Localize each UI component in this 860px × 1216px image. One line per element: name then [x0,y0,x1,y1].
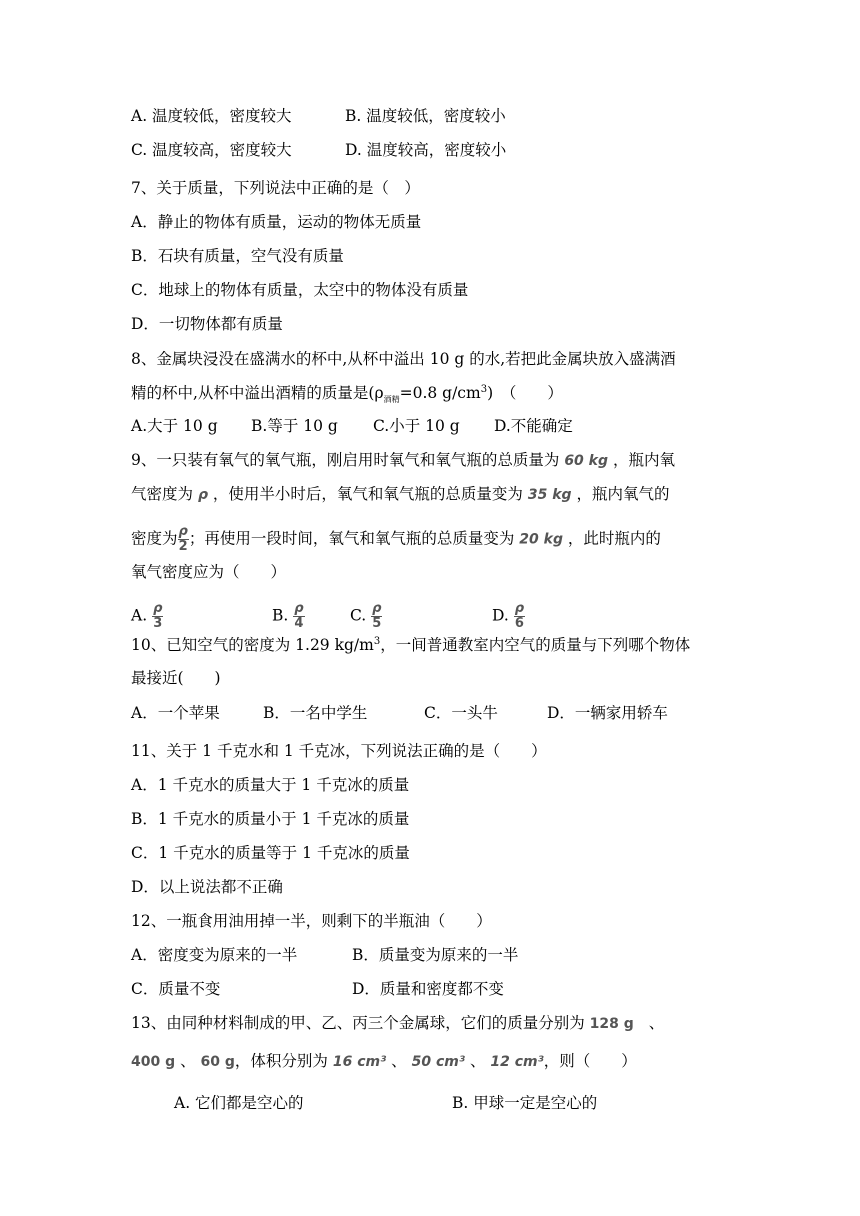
q8-rho-subscript: 酒精 [383,395,400,405]
q13-text-4: ，则（ ） [543,1052,637,1070]
q9-text-2: ，瓶内氧 [612,451,675,469]
q13-sep-3: 、 [469,1052,486,1070]
q9-option-a [131,602,163,631]
q12-stem: 12、一瓶食用油用掉一半，则剩下的半瓶油（ ） [131,912,492,930]
q10-option-d: D．一辆家用轿车 [547,704,668,722]
q13-mass-3: 60 g [200,1054,235,1070]
q10-text-1: 10、已知空气的密度为 1.29 kg/m [131,636,374,654]
q13-text-1: 13、由同种材料制成的甲、乙、丙三个金属球，它们的质量分别为 [131,1014,585,1032]
q9-option-b-fraction [293,602,304,631]
q9-option-a-fraction [152,602,163,631]
q8-option-d: D.不能确定 [494,417,573,435]
q9-mass-2: 35 kg [527,487,572,503]
q9-rho-symbol: ρ [197,487,208,503]
q9-text-8: ，此时瓶内的 [567,529,661,548]
q6-option-b-wrap [345,105,506,127]
q9-option-a-label: A. [131,606,148,625]
q13-sep-2: 、 [391,1052,407,1070]
q8-density-value: =0.8 g/cm [399,384,481,402]
q9-stem-line-3 [131,525,661,554]
q6-option-b: B. 温度较低，密度较小 [345,107,506,125]
q9-option-b [272,602,305,631]
q10-option-a: A．一个苹果 [131,704,220,722]
q9-fraction-denominator: 2 [178,539,188,554]
q7-option-a: A．静止的物体有质量，运动的物体无质量 [131,213,422,231]
q8-stem-line-2 [131,382,563,404]
q12-option-d: D．质量和密度都不变 [352,980,504,998]
q9-option-d-label: D. [492,606,509,625]
q9-fraction-numerator: ρ [178,524,188,539]
q13-text-3: ，体积分别为 [234,1052,328,1070]
q9-option-d [492,602,525,631]
q13-stem-line-1 [131,1012,664,1035]
q9-text-7: ；再使用一段时间，氧气和氧气瓶的总质量变为 [188,529,515,548]
q10-option-b: B．一名中学生 [263,704,368,722]
q9-stem-line-1 [131,449,675,472]
q10-stem-line-1 [131,634,690,656]
q9-text-9: 氧气密度应为（ ） [131,563,287,581]
q9-option-c-denominator: 5 [372,616,382,631]
q9-option-c [350,602,382,631]
q9-option-c-numerator: ρ [372,601,382,616]
q9-stem-line-2 [131,483,670,506]
q7-option-d: D．一切物体都有质量 [131,315,283,333]
q11-stem: 11、关于 1 千克水和 1 千克冰，下列说法正确的是（ ） [131,742,547,760]
q9-text-5: ，瓶内氧气的 [576,485,670,503]
q13-volume-2: 50 cm³ [411,1054,465,1070]
q9-stem-line-4 [131,561,286,583]
q9-option-d-denominator: 6 [514,616,524,631]
q9-text-3: 气密度为 [131,485,194,503]
q12-option-b: B．质量变为原来的一半 [352,946,519,964]
q10-text-2: ，一间普通教室内空气的质量与下列哪个物体 [380,636,691,654]
q9-mass-3: 20 kg [519,531,563,548]
q9-option-a-denominator: 3 [153,616,163,631]
q9-option-b-numerator: ρ [294,601,304,616]
q9-option-d-numerator: ρ [514,601,525,616]
q13-text-2: 、 [648,1014,665,1032]
q10-unit-exponent: 3 [373,635,381,647]
q6-option-c: C. 温度较高，密度较大 [131,141,292,159]
q8-option-c: C.小于 10 g [373,417,460,435]
q10-stem-line-2: 最接近( ) [131,669,221,687]
q8-bracket: ) （ ） [487,384,563,402]
q11-option-b: B．1 千克水的质量小于 1 千克冰的质量 [131,810,410,828]
q12-option-c: C．质量不变 [131,980,221,998]
q10-option-c: C．一头牛 [424,704,498,722]
q11-option-c: C．1 千克水的质量等于 1 千克冰的质量 [131,844,410,862]
q6-options-row-1 [131,105,292,127]
q9-text-4: ，使用半小时后，氧气和氧气瓶的总质量变为 [212,485,523,503]
q8-stem-text: 精的杯中,从杯中溢出酒精的质量是(ρ [131,384,384,402]
q11-option-a: A．1 千克水的质量大于 1 千克冰的质量 [131,776,410,794]
q13-volume-3: 12 cm³ [490,1054,544,1070]
q9-option-a-numerator: ρ [153,601,163,616]
q13-option-a: A. 它们都是空心的 [174,1094,304,1112]
q13-stem-line-2 [131,1050,637,1073]
q7-option-b: B．石块有质量，空气没有质量 [131,247,344,265]
q9-text-6: 密度为 [131,529,178,548]
q9-half-density-fraction [178,525,189,554]
q12-option-a: A．密度变为原来的一半 [131,946,298,964]
q13-option-b: B. 甲球一定是空心的 [452,1094,598,1112]
q9-option-c-label: C. [350,606,367,625]
q6-option-d: D. 温度较高，密度较小 [345,141,507,159]
q8-option-b: B.等于 10 g [251,417,338,435]
q13-mass-2: 400 g [131,1054,176,1070]
q11-option-d: D．以上说法都不正确 [131,878,283,896]
q9-option-b-denominator: 4 [294,616,304,631]
q8-stem-line-1: 8、金属块浸没在盛满水的杯中,从杯中溢出 10 g 的水,若把此金属块放入盛满酒 [131,350,676,368]
q7-option-c: C．地球上的物体有质量，太空中的物体没有质量 [131,281,469,299]
q13-sep-1: 、 [180,1052,196,1070]
q6-option-a: A. 温度较低，密度较大 [131,107,292,125]
q8-unit-exponent: 3 [480,383,488,395]
q13-volume-1: 16 cm³ [332,1054,387,1070]
q6-option-d-wrap [345,139,506,161]
q9-option-c-fraction [371,602,382,631]
q9-option-b-label: B. [272,606,289,625]
q13-mass-1: 128 g [589,1016,634,1032]
q9-text-1: 9、一只装有氧气的氧气瓶，刚启用时氧气和氧气瓶的总质量为 [131,451,560,469]
q9-option-d-fraction [514,602,525,631]
q7-stem: 7、关于质量，下列说法中正确的是（ ） [131,179,420,197]
q8-option-a: A.大于 10 g [131,417,218,435]
q6-options-row-2 [131,139,292,161]
q9-mass-1: 60 kg [564,453,609,469]
